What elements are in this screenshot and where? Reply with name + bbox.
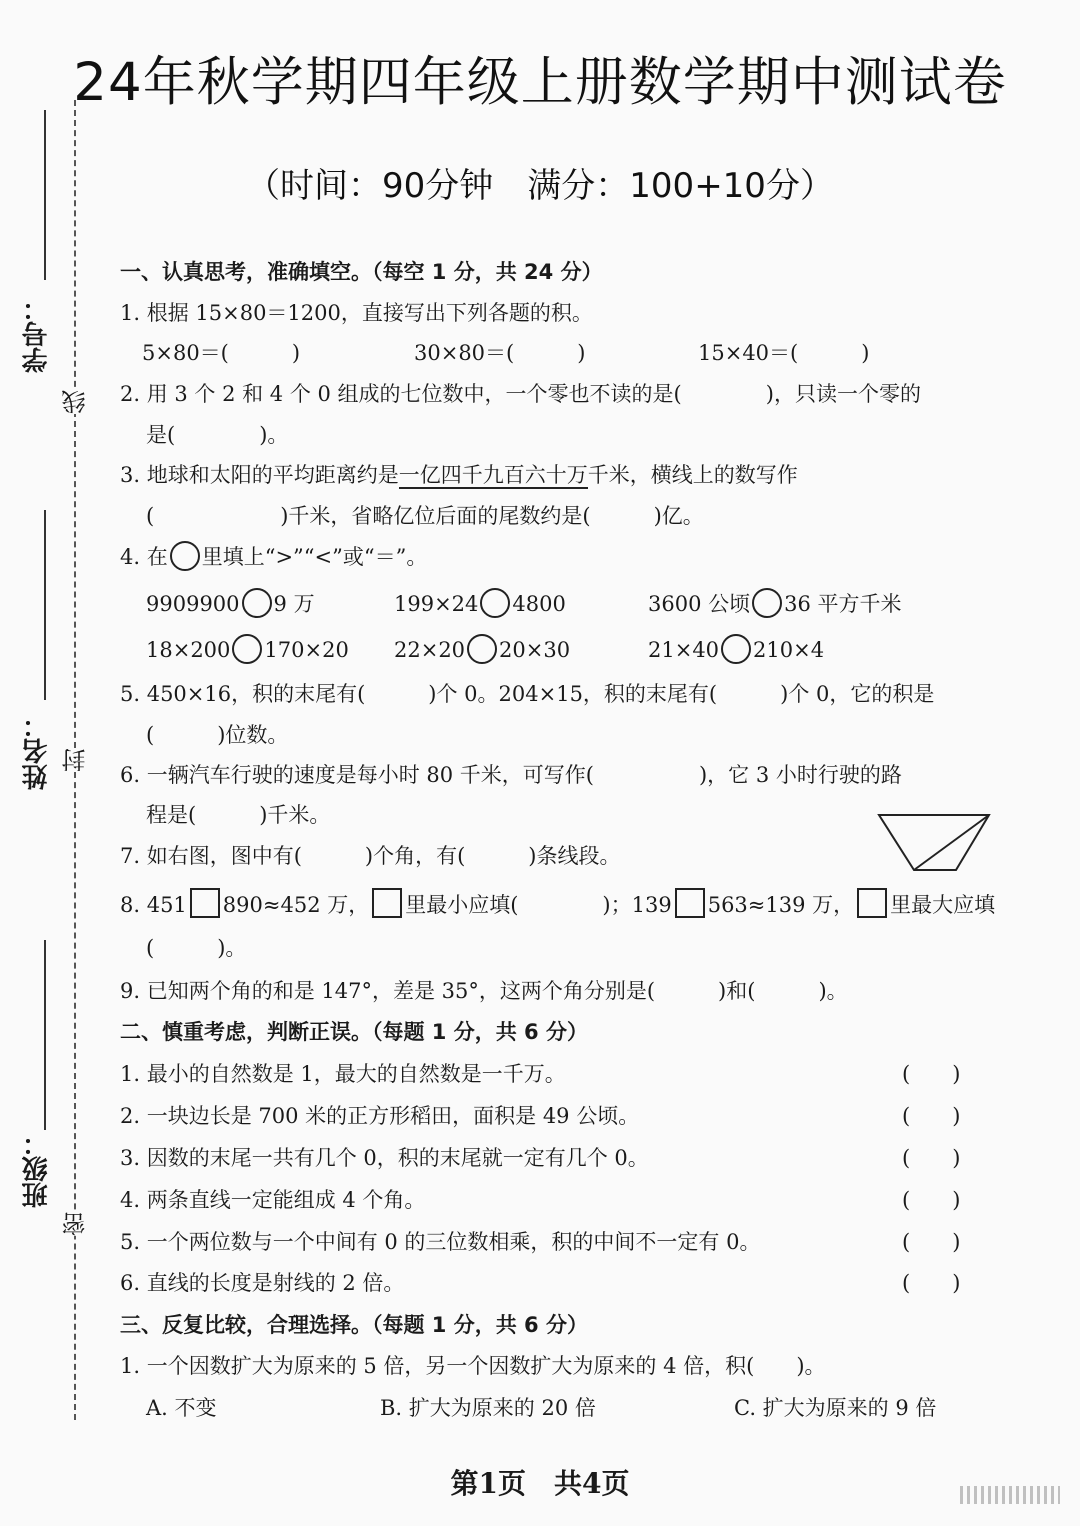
- judge-blank: ( ): [902, 1188, 961, 1212]
- exam-title: 24年秋学期四年级上册数学期中测试卷: [73, 52, 1007, 113]
- judge-blank: ( ): [902, 1062, 961, 1086]
- compare-circle-icon: [242, 588, 272, 618]
- answer-box-icon: [372, 888, 402, 918]
- exam-page: 24年秋学期四年级上册数学期中测试卷 （时间：90分钟 满分：100+10分） 学号： 线 姓名： 封 班级： 密 一、认真思考，准确填空。（每空 1 分，共 24 分） 1. 根据 15×80＝1200，直接写出下列各题的积。 5×80＝( ) 30×80＝( ) 15×40＝( ) 2. 用 3 个 2 和 4 个 0 组成的七位数中，一个零也不读的是( )，只读一个零的 是( )。 3. 地球和太阳的平均距离约是一亿四千九百六十万千米，横线上的数写作 ( )千米，省略亿位后面的尾数约是( )亿。 4. 在 里填上“>”“<”或“＝”。 9909900 9 万 199×24 4800 3600 公顷 36 平方千米 18×200 170×20 22×20 20×30 21×40 210×4 5. 450×16，积的末尾有( )个 0。204×15，积的末尾有( )个 0，它的积是 ( )位数。 6. 一辆汽车行驶的速度是每小时 80 千米，可写作( )，它 3 小时行驶的路 程是( )千米。 7. 如右图，图中有( )个角，有( )条线段。 8. 451 890≈452 万， 里最小应填( )；139 563≈139 万， 里最大应填 ( )。 9. 已知两个角的和是 147°，差是 35°，这两个角分别是( )和( )。 二、慎重考虑，判断正误。（每题 1 分，共 6 分） 1. 最小的自然数是 1，最大的自然数是一千万。 ( ) 2. 一块边长是 700 米的正方形稻田，面积是 49 公顷。 ( ) 3. 因数的末尾一共有几个 0，积的末尾就一定有几个 0。 ( ) 4. 两条直线一定能组成 4 个角。 ( ) 5. 一个两位数与一个中间有 0 的三位数相乘，积的中间不一定有 0。 ( ) 6. 直线的长度是射线的 2 倍。 ( ) 三、反复比较，合理选择。（每题 1 分，共 6 分） 1. 一个因数扩大为原来的 5 倍，另一个因数扩大为原来的 4 倍，积( )。 A. 不变 B. 扩大为原来的 20 倍 C. 扩大为原来的 9 倍 第1页 共4页: [0, 0, 1080, 1526]
- compare-circle-icon: [232, 634, 262, 664]
- option-c: C. 扩大为原来的 9 倍: [734, 1396, 937, 1420]
- binding-margin: [0, 100, 110, 1430]
- judge-blank: ( ): [902, 1146, 961, 1170]
- cut-mark-line: 线: [62, 390, 90, 414]
- compare-circle-icon: [721, 634, 751, 664]
- cut-mark-seal: 封: [62, 748, 90, 772]
- compare-circle-icon: [170, 541, 200, 571]
- trapezoid-figure-icon: [876, 812, 992, 874]
- answer-box-icon: [857, 888, 887, 918]
- cut-mark-seal-secret: 密: [62, 1212, 90, 1236]
- student-id-fill-line: [44, 110, 46, 280]
- q3-underlined-number: 一亿四千九百六十万: [398, 463, 588, 487]
- compare-circle-icon: [467, 634, 497, 664]
- student-id-label: 学号：: [22, 295, 52, 373]
- option-a: A. 不变: [146, 1396, 217, 1420]
- class-label: 班级：: [22, 1130, 52, 1208]
- exam-subtitle: （时间：90分钟 满分：100+10分）: [246, 166, 834, 206]
- compare-circle-icon: [752, 588, 782, 618]
- name-fill-line: [44, 510, 46, 700]
- judge-blank: ( ): [902, 1271, 961, 1295]
- compare-circle-icon: [480, 588, 510, 618]
- judge-blank: ( ): [902, 1104, 961, 1128]
- judge-blank: ( ): [902, 1230, 961, 1254]
- name-label: 姓名：: [22, 712, 52, 790]
- answer-box-icon: [675, 888, 705, 918]
- option-b: B. 扩大为原来的 20 倍: [380, 1396, 596, 1420]
- answer-box-icon: [190, 888, 220, 918]
- page-footer: 第1页 共4页: [450, 1467, 630, 1500]
- watermark-barcode: [960, 1486, 1060, 1504]
- class-fill-line: [44, 940, 46, 1130]
